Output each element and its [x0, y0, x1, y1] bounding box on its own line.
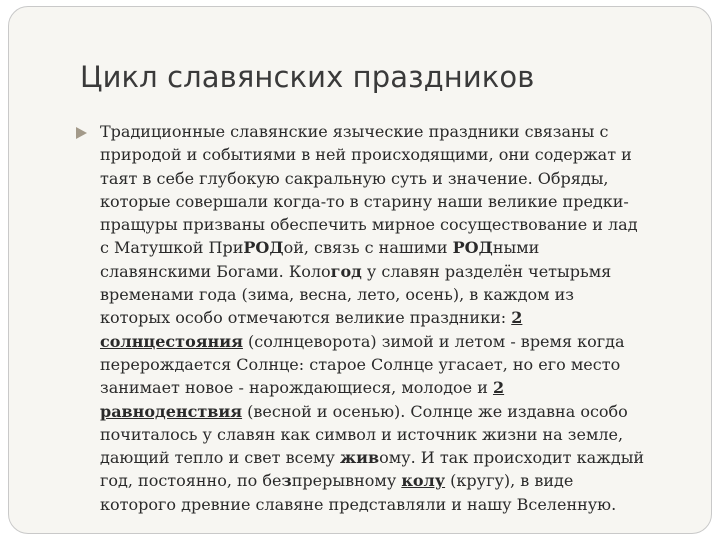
text-line: [100, 283, 690, 306]
text-segment: РОД: [452, 238, 493, 258]
text-segment: солнцестояния: [100, 331, 243, 351]
text-line: [100, 400, 690, 423]
text-segment: природой и событиями в ней происходящими, они содержат и: [100, 145, 632, 165]
text-segment: пращуры призваны обеспечить мирное сосуществование и лад: [100, 215, 638, 235]
text-line: [100, 213, 690, 236]
text-line: [100, 167, 690, 190]
text-segment: перерождается Солнце: старое Солнце угасает, но его место: [100, 354, 621, 374]
text-segment: которых особо отмечаются великие праздники:: [100, 308, 512, 328]
text-segment: ными: [492, 238, 540, 258]
text-segment: (кругу), в виде: [445, 471, 574, 491]
text-segment: прерывному: [291, 471, 402, 491]
text-segment: РОД: [243, 238, 284, 258]
text-line: [100, 423, 690, 446]
text-line: [100, 236, 690, 259]
text-line: [100, 120, 690, 143]
text-segment: год, постоянно, по бе: [100, 471, 282, 491]
text-segment: 2: [492, 378, 505, 398]
text-segment: з: [281, 471, 292, 491]
text-segment: с Матушкой При: [100, 238, 244, 258]
text-segment: ому. И так происходит каждый: [379, 448, 645, 468]
text-segment: год: [330, 261, 362, 281]
text-segment: занимает новое - нарождающиеся, молодое и: [100, 378, 493, 398]
text-segment: ой, связь с нашими: [283, 238, 453, 258]
text-line: [100, 330, 690, 353]
bullet-text: [100, 120, 690, 516]
bullet-arrow-icon: [76, 127, 87, 139]
slide-title: Цикл славянских праздников: [80, 60, 535, 94]
text-line: [100, 376, 690, 399]
text-line: [100, 260, 690, 283]
text-segment: таят в себе глубокую сакральную суть и значение. Обряды,: [100, 168, 609, 188]
text-line: [100, 469, 690, 492]
text-segment: колу: [401, 471, 446, 491]
text-line: [100, 353, 690, 376]
text-segment: дающий тепло и свет всему: [100, 448, 340, 468]
text-segment: временами года (зима, весна, лето, осень), в каждом из: [100, 285, 575, 305]
text-segment: 2: [511, 308, 523, 328]
text-segment: (солнцеворота) зимой и летом - время когда: [242, 331, 625, 351]
text-line: [100, 190, 690, 213]
text-segment: которого древние славяне представляли и нашу Вселенную.: [100, 494, 617, 514]
text-line: [100, 143, 690, 166]
text-line: [100, 306, 690, 329]
text-segment: у славян разделён четырьмя: [361, 261, 612, 281]
text-line: [100, 446, 690, 469]
text-segment: славянскими Богами. Коло: [100, 261, 331, 281]
text-segment: Традиционные славянские языческие праздники связаны с: [100, 122, 609, 141]
text-line: [100, 493, 690, 516]
text-segment: равноденствия: [100, 401, 243, 421]
text-segment: которые совершали когда-то в старину наши великие предки-: [100, 191, 629, 211]
text-segment: жив: [339, 448, 380, 468]
text-segment: (весной и осенью). Солнце же издавна особо: [242, 401, 628, 421]
text-segment: почиталось у славян как символ и источник жизни на земле,: [100, 424, 624, 444]
